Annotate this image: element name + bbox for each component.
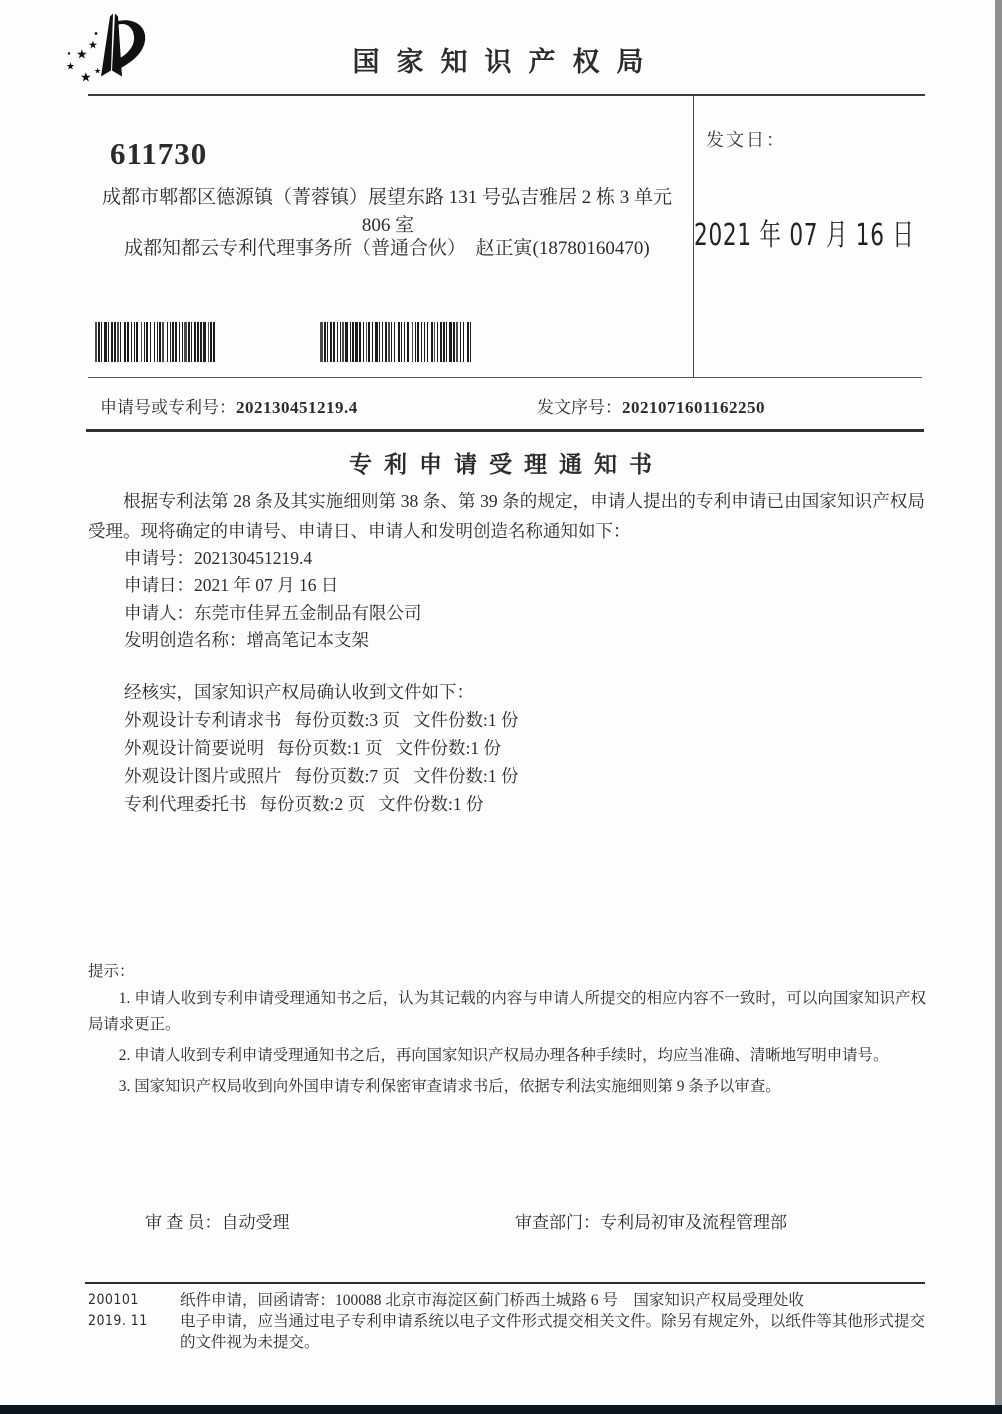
recipient-code: 611730 bbox=[110, 136, 208, 171]
footer-paper-note: 纸件申请，回函请寄：100088 北京市海淀区蓟门桥西土城路 6 号 国家知识产权局受理处收 bbox=[180, 1292, 804, 1309]
application-number-label: 申请号或专利号： bbox=[100, 398, 236, 417]
scan-edge-right bbox=[995, 0, 1002, 1414]
field-value: 增高笔记本支架 bbox=[246, 629, 369, 650]
recipient-agency-line: 成都知都云专利代理事务所（普通合伙） 赵正寅(18780160470) bbox=[124, 238, 650, 259]
received-doc-row bbox=[124, 734, 519, 762]
doc-name: 外观设计图片或照片 bbox=[124, 766, 282, 786]
tips-list bbox=[88, 986, 926, 1105]
field-label: 发明创造名称： bbox=[124, 629, 247, 650]
examiner-label: 审 查 员： bbox=[145, 1213, 222, 1232]
department-label: 审查部门： bbox=[515, 1213, 600, 1232]
field-value: 202130451219.4 bbox=[194, 548, 313, 568]
examiner-row bbox=[145, 1208, 290, 1233]
doc-pages: 每份页数:7 页 bbox=[294, 766, 400, 786]
doc-pages: 每份页数:1 页 bbox=[277, 738, 383, 758]
svg-text:★: ★ bbox=[80, 70, 92, 86]
doc-copies: 文件份数:1 份 bbox=[413, 710, 519, 730]
barcode-left bbox=[95, 322, 288, 362]
received-documents bbox=[124, 678, 519, 818]
section-divider-thick bbox=[86, 429, 924, 432]
field-label: 申请日： bbox=[124, 575, 194, 596]
tips-label: 提示： bbox=[88, 963, 135, 980]
dispatch-date-label: 发文日： bbox=[706, 130, 786, 150]
received-doc-row bbox=[124, 706, 519, 734]
serial-number-value: 2021071601162250 bbox=[622, 398, 766, 417]
department-row bbox=[515, 1208, 787, 1233]
doc-name: 外观设计专利请求书 bbox=[124, 710, 282, 730]
field-application-number bbox=[124, 545, 422, 572]
field-applicant bbox=[124, 600, 422, 627]
footer-row-electronic bbox=[88, 1311, 925, 1353]
application-number-value: 202130451219.4 bbox=[236, 398, 358, 417]
svg-text:★: ★ bbox=[94, 66, 102, 76]
mid-divider bbox=[88, 377, 922, 378]
org-title: 国家知识产权局 bbox=[352, 47, 661, 77]
footer-form-code: 200101 bbox=[88, 1292, 139, 1308]
received-intro: 经核实，国家知识产权局确认收到文件如下： bbox=[124, 682, 474, 702]
examiner-value: 自动受理 bbox=[221, 1213, 290, 1232]
doc-name: 外观设计简要说明 bbox=[124, 738, 264, 758]
field-application-date bbox=[124, 572, 422, 599]
doc-copies: 文件份数:1 份 bbox=[413, 766, 519, 786]
notice-fields bbox=[124, 545, 422, 654]
footer-revision-code: 2019. 11 bbox=[88, 1313, 148, 1329]
field-invention-name bbox=[124, 627, 422, 654]
svg-text:★: ★ bbox=[76, 47, 88, 63]
notice-intro-paragraph: 根据专利法第 28 条及其实施细则第 38 条、第 39 条的规定，申请人提出的专利申请已由国家知识产权局受理。现将确定的申请号、申请日、申请人和发明创造名称通知如下： bbox=[88, 491, 925, 541]
doc-copies: 文件份数:1 份 bbox=[378, 794, 484, 814]
footer-divider bbox=[85, 1282, 925, 1284]
header-divider bbox=[88, 94, 925, 96]
serial-number-row bbox=[537, 393, 765, 418]
tip-item-2: 2. 申请人收到专利申请受理通知书之后，再向国家知识产权局办理各种手续时，均应当准确、清晰地写明申请号。 bbox=[118, 1047, 889, 1064]
recipient-address-line2: 806 室 bbox=[361, 215, 415, 236]
recipient-address-line1: 成都市郫都区德源镇（菁蓉镇）展望东路 131 号弘吉雅居 2 栋 3 单元 bbox=[102, 187, 673, 208]
footer bbox=[88, 1290, 925, 1353]
serial-number-label: 发文序号： bbox=[537, 398, 622, 417]
notice-title: 专利申请受理通知书 bbox=[349, 452, 664, 477]
scan-edge-bottom bbox=[0, 1405, 1002, 1414]
received-doc-row bbox=[124, 762, 519, 790]
tip-item-3: 3. 国家知识产权局收到向外国申请专利保密审查请求书后，依据专利法实施细则第 9 条予以审查。 bbox=[118, 1078, 781, 1095]
dispatch-date-value: 2021 年 07 月 16 日 bbox=[694, 218, 915, 253]
field-value: 2021 年 07 月 16 日 bbox=[194, 575, 339, 596]
application-number-row bbox=[100, 393, 358, 418]
tip-item-1: 1. 申请人收到专利申请受理通知书之后，认为其记载的内容与申请人所提交的相应内容不一致时，可以向国家知识产权局请求更正。 bbox=[88, 990, 926, 1033]
svg-text:★: ★ bbox=[88, 38, 98, 52]
field-label: 申请人： bbox=[124, 602, 194, 623]
svg-text:★: ★ bbox=[66, 61, 75, 73]
doc-copies: 文件份数:1 份 bbox=[395, 738, 501, 758]
department-value: 专利局初审及流程管理部 bbox=[600, 1213, 787, 1232]
field-label: 申请号： bbox=[124, 548, 194, 568]
doc-pages: 每份页数:2 页 bbox=[259, 794, 365, 814]
doc-pages: 每份页数:3 页 bbox=[294, 710, 400, 730]
doc-name: 专利代理委托书 bbox=[124, 794, 247, 814]
field-value: 东莞市佳昇五金制品有限公司 bbox=[194, 602, 422, 623]
barcode-right bbox=[320, 322, 557, 362]
footer-row-paper bbox=[88, 1290, 925, 1311]
received-doc-row bbox=[124, 790, 519, 818]
footer-electronic-note: 电子申请，应当通过电子专利申请系统以电子文件形式提交相关文件。除另有规定外，以纸件等其他形式提交的文件视为未提交。 bbox=[180, 1313, 925, 1351]
